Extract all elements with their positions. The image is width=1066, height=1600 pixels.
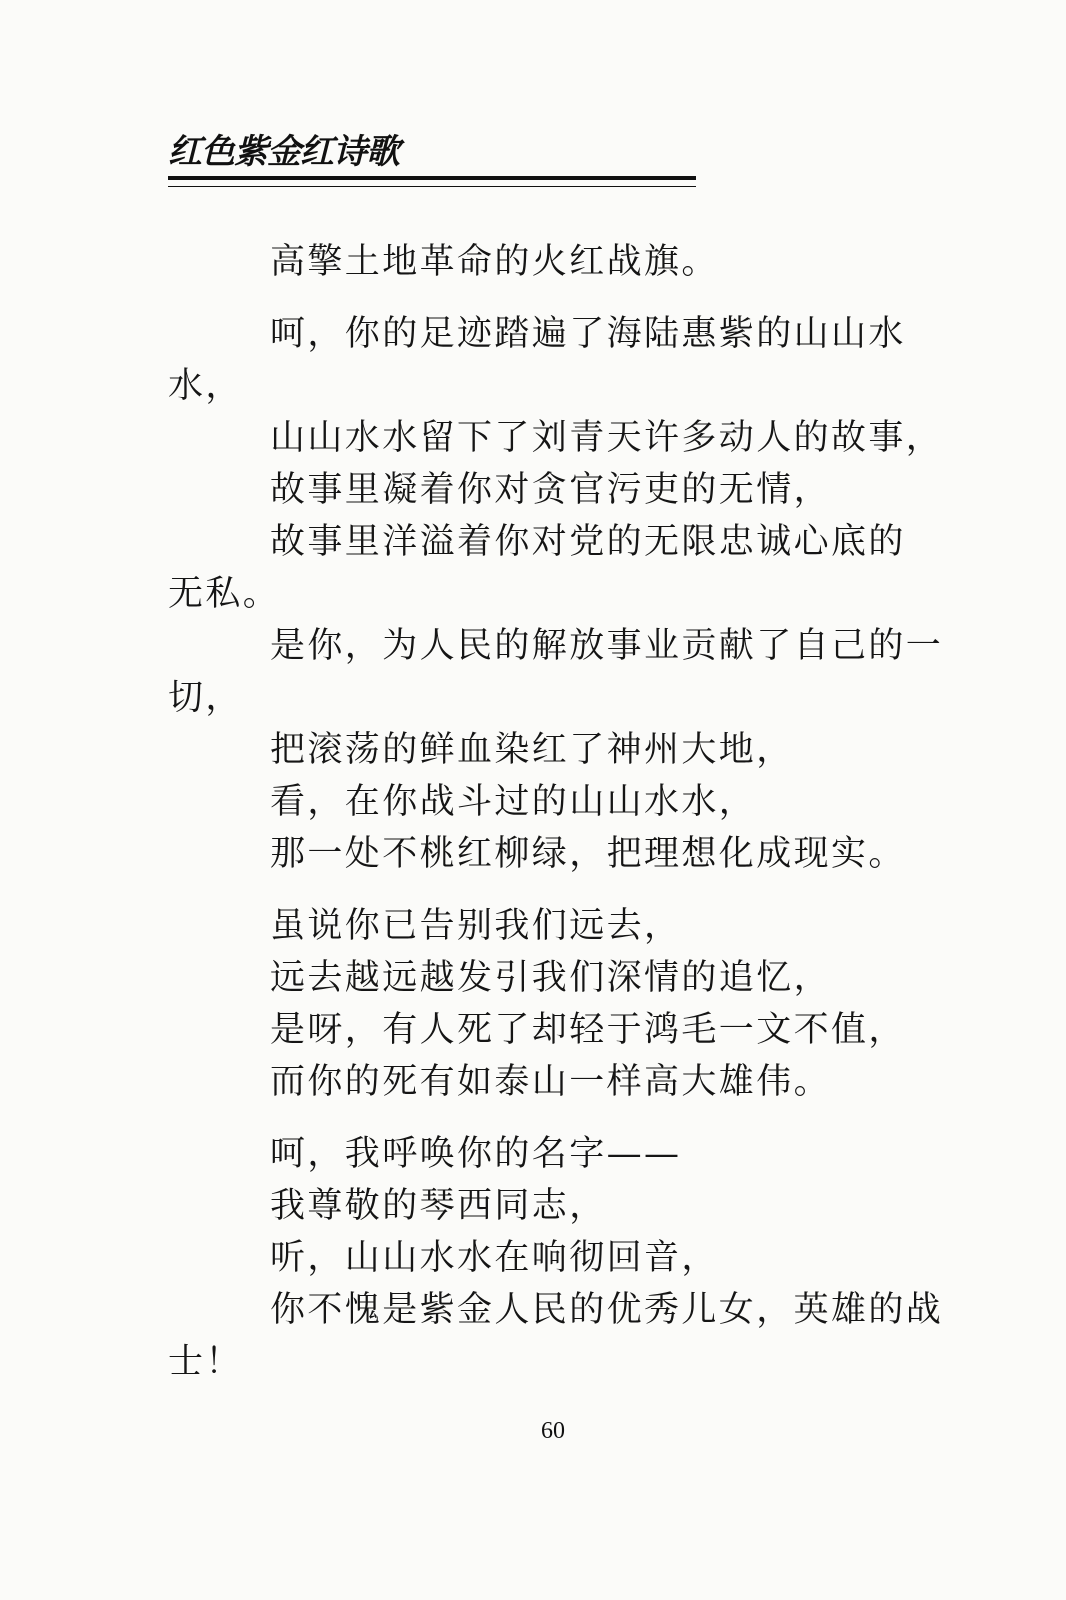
poem-line: 无私。	[168, 574, 281, 614]
poem-line: 水，	[168, 366, 243, 406]
header-rule-thick	[168, 176, 696, 180]
running-head-title: 红色紫金红诗歌	[168, 132, 399, 172]
poem-line: 呵，你的足迹踏遍了海陆惠紫的山山水	[270, 314, 906, 354]
poem-line: 你不愧是紫金人民的优秀儿女，英雄的战	[270, 1290, 944, 1330]
poem-line: 故事里凝着你对贪官污吏的无情，	[270, 470, 832, 510]
poem-line: 听，山山水水在响彻回音，	[270, 1238, 719, 1278]
poem-line: 是呀，有人死了却轻于鸿毛一文不值，	[270, 1010, 906, 1050]
poem-line: 呵，我呼唤你的名字——	[270, 1134, 682, 1174]
poem-line: 切，	[168, 678, 243, 718]
poem-line: 我尊敬的琴西同志，	[270, 1186, 607, 1226]
poem-line: 看，在你战斗过的山山水水，	[270, 782, 757, 822]
poem-line: 那一处不桃红柳绿，把理想化成现实。	[270, 834, 906, 874]
poem-line: 山山水水留下了刘青天许多动人的故事，	[270, 418, 944, 458]
poem-line: 虽说你已告别我们远去，	[270, 906, 682, 946]
poem-line: 故事里洋溢着你对党的无限忠诚心底的	[270, 522, 906, 562]
poem-line: 把滚荡的鲜血染红了神州大地，	[270, 730, 794, 770]
poem-line: 远去越远越发引我们深情的追忆，	[270, 958, 832, 998]
poem-line: 士！	[168, 1342, 243, 1382]
poem-line: 而你的死有如泰山一样高大雄伟。	[270, 1062, 832, 1102]
page-number: 60	[541, 1418, 565, 1444]
stanza-break	[168, 1108, 958, 1128]
poem-line: 是你，为人民的解放事业贡献了自己的一	[270, 626, 944, 666]
poem-body	[168, 236, 958, 1388]
header-rule-thin	[168, 186, 696, 187]
poem-line: 高擎土地革命的火红战旗。	[270, 242, 719, 282]
stanza-break	[168, 288, 958, 308]
stanza-break	[168, 880, 958, 900]
